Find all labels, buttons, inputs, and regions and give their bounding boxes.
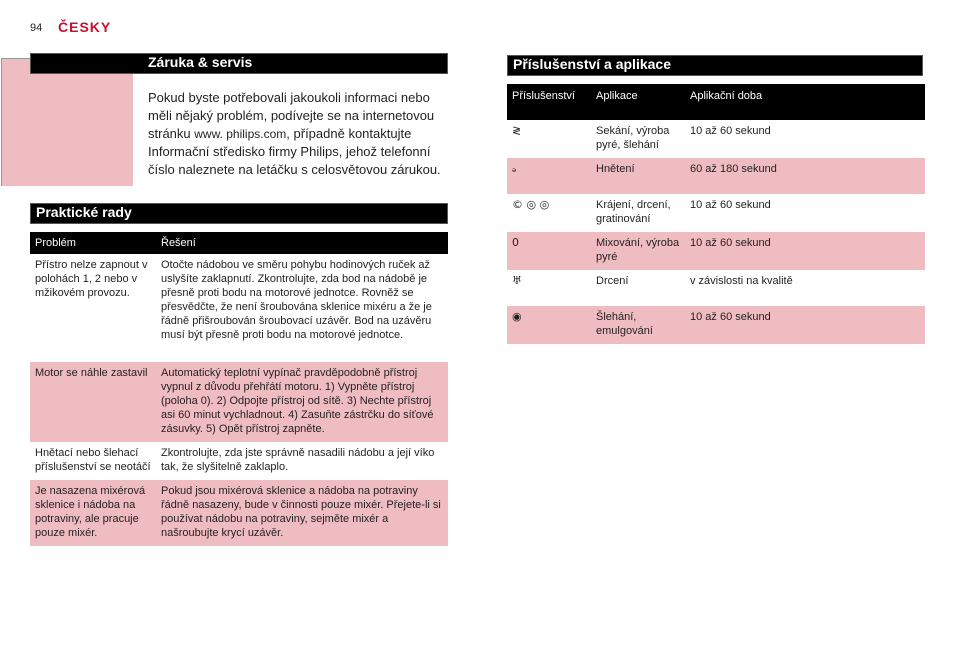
table-row [30, 480, 448, 546]
problem-cell: Hnětací nebo šlehací příslušenství se neotáčí [35, 447, 151, 473]
tips-title: Praktické rady [36, 204, 132, 220]
kneading-accessory-icon: ₔ [512, 162, 517, 175]
warranty-text-before: Pokud byste potřebovali jakoukoli informaci nebo měli nějaký problém, podívejte se na internetovou stránku [148, 90, 435, 141]
table-row [507, 158, 925, 194]
warranty-text-after: , případně kontaktujte Informační středisko firmy Philips, jehož telefonní číslo naleznete na letáčku s celosvětovou zárukou. [148, 126, 441, 177]
accessories-title-bar [507, 55, 923, 76]
application-cell: Šlehání, emulgování [591, 306, 685, 344]
time-cell: 10 až 60 sekund [690, 199, 771, 211]
accessories-table [507, 84, 925, 344]
tips-title-bar [30, 203, 448, 224]
column-header-problem: Problém [30, 232, 156, 254]
language-heading: ČESKY [58, 19, 112, 35]
blender-icon: 0 [512, 236, 519, 249]
solution-cell: Zkontrolujte, zda jste správně nasadili nádobu a její víko tak, že slyšitelně zaklaplo. [161, 447, 435, 473]
column-header-solution: Řešení [156, 232, 448, 254]
table-row [507, 194, 925, 232]
warranty-title-bar [30, 53, 448, 74]
decorative-pink-block [1, 58, 133, 186]
table-row [507, 120, 925, 158]
page-number: 94 [30, 22, 43, 34]
emulsifying-disc-icon: ◉ [512, 310, 522, 323]
solution-cell: Pokud jsou mixérová sklenice a nádoba na potraviny řádně nasazeny, bude v činnosti pouze mixér. Přejete-li si používat nádobu na potraviny, sejměte mixér a našroubujte krycí uzávěr. [156, 480, 448, 546]
table-row [507, 232, 925, 270]
application-cell: Hnětení [591, 158, 685, 194]
column-header-accessory: Příslušenství [507, 84, 591, 120]
column-header-application: Aplikace [591, 84, 685, 120]
solution-cell: Automatický teplotní vypínač pravděpodobně přístroj vypnul z důvodu přehřátí motoru. 1) Vypněte přístroj (poloha 0). 2) Odpojte přístroj od sítě. 3) Nechte přístroj asi 60 minut vychladnout. 4) Zasuňte zástrčku do síťové zásuvky. 5) Opět přístroj zapněte. [156, 362, 448, 442]
philips-url-link[interactable]: www. philips.com [194, 127, 287, 141]
warranty-title: Záruka & servis [148, 54, 253, 70]
application-cell: Krájení, drcení, gratinování [596, 199, 671, 225]
problem-cell: Je nasazena mixérová sklenice i nádoba na potraviny, ale pracuje pouze mixér. [30, 480, 156, 546]
time-cell: v závislosti na kvalitě [690, 275, 793, 287]
time-cell: 10 až 60 sekund [685, 232, 925, 270]
problem-cell: Přístro nelze zapnout v polohách 1, 2 nebo v mžikovém provozu. [35, 259, 148, 299]
application-cell: Mixování, výroba pyré [591, 232, 685, 270]
column-header-application-time: Aplikační doba [685, 84, 925, 120]
accessories-title: Příslušenství a aplikace [513, 56, 671, 72]
application-cell: Sekání, výroba pyré, šlehání [596, 125, 670, 151]
table-row [507, 306, 925, 344]
mill-icon: ♅ [512, 274, 522, 287]
slicing-discs-icon: © ◎ ◎ [512, 198, 550, 211]
time-cell: 10 až 60 sekund [690, 125, 771, 137]
table-row [507, 270, 925, 306]
application-cell: Drcení [596, 275, 629, 287]
tips-table [30, 232, 448, 546]
warranty-paragraph [148, 89, 448, 179]
solution-cell: Otočte nádobou ve směru pohybu hodinových ruček až uslyšíte zaklapnutí. Zkontrolujte, zda bod na nádobě je přesně proti bodu na motorové jednotce. Rovněž se přesvědčte, že není šroubována sklenice mixéru a že je řádně přišroubován šroubovací uzávěr. Bod na uzávěru musí být přesně proti bodu na motorové jednotce. [161, 259, 432, 341]
table-row [30, 362, 448, 442]
table-row [30, 254, 448, 362]
table-row [30, 442, 448, 480]
time-cell: 60 až 180 sekund [685, 158, 925, 194]
chopping-blade-icon: ≷ [512, 124, 522, 137]
problem-cell: Motor se náhle zastavil [30, 362, 156, 442]
time-cell: 10 až 60 sekund [685, 306, 925, 344]
